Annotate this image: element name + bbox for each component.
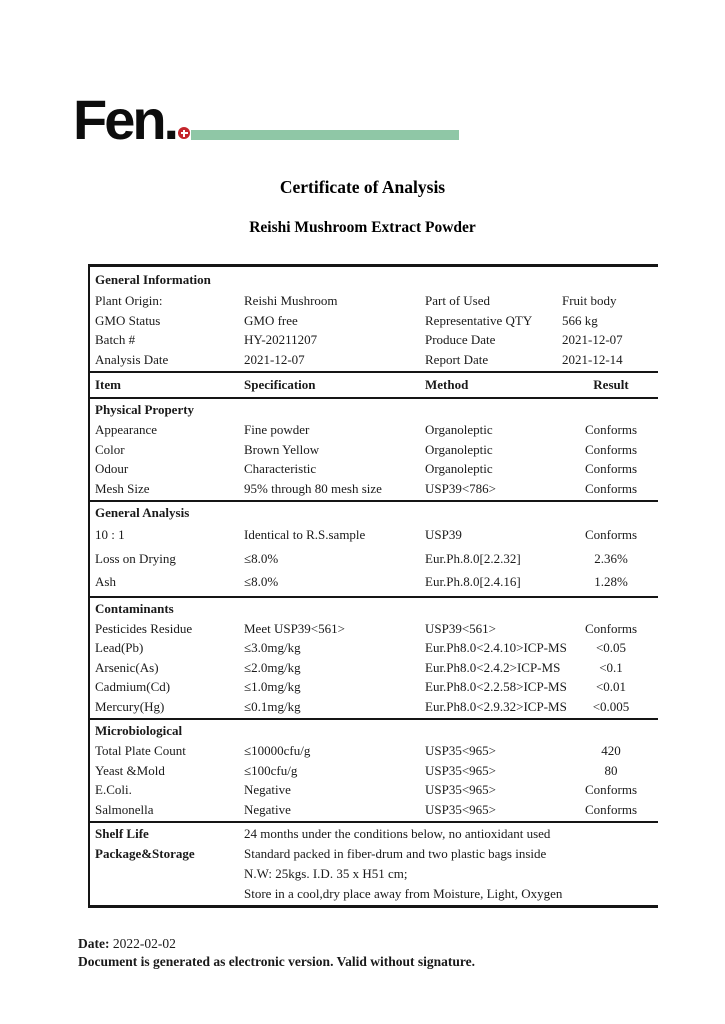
- table-row: [90, 864, 658, 884]
- package-storage-text: Store in a cool,dry place away from Moisture, Light, Oxygen: [244, 885, 563, 901]
- table-row: [90, 761, 658, 781]
- column-header-specification: Specification: [244, 377, 316, 393]
- item-cell: 10 : 1: [95, 527, 125, 543]
- footer: [78, 935, 725, 971]
- product-name: Reishi Mushroom Extract Powder: [249, 219, 476, 237]
- empty-cell: [90, 884, 239, 904]
- result-cell: 2.36%: [594, 550, 628, 566]
- date-line: [78, 935, 725, 953]
- spec-cell: Meet USP39<561>: [244, 620, 345, 636]
- spec-cell: Characteristic: [244, 461, 317, 477]
- method-cell: USP35<965>: [425, 743, 497, 759]
- info-label: Produce Date: [425, 332, 496, 348]
- spec-cell: ≤100cfu/g: [244, 762, 298, 778]
- info-label: Plant Origin:: [95, 293, 163, 309]
- info-value: 2021-12-07: [562, 332, 623, 348]
- table-row: [90, 619, 658, 639]
- method-cell: Eur.Ph8.0<2.4.2>ICP-MS: [425, 659, 561, 675]
- item-cell: Mesh Size: [95, 480, 150, 496]
- item-cell: Pesticides Residue: [95, 620, 193, 636]
- info-label: Batch #: [95, 332, 136, 348]
- method-cell: USP39<561>: [425, 620, 497, 636]
- info-value: GMO free: [244, 312, 298, 328]
- spec-cell: ≤3.0mg/kg: [244, 640, 301, 656]
- shelf-life-label: Shelf Life: [95, 826, 149, 842]
- table-row: [90, 311, 658, 331]
- item-cell: E.Coli.: [95, 782, 132, 798]
- method-cell: USP35<965>: [425, 762, 497, 778]
- table-row: [90, 780, 658, 800]
- table-row: [90, 330, 658, 350]
- item-cell: Color: [95, 441, 125, 457]
- table-row: [90, 350, 658, 370]
- table-row: [90, 479, 658, 499]
- method-cell: Organoleptic: [425, 422, 493, 438]
- column-header-row: [90, 373, 658, 399]
- spec-cell: 95% through 80 mesh size: [244, 480, 382, 496]
- item-cell: Lead(Pb): [95, 640, 144, 656]
- result-cell: Conforms: [585, 480, 637, 496]
- method-cell: Eur.Ph.8.0[2.2.32]: [425, 550, 521, 566]
- plus-icon: [178, 127, 190, 139]
- info-value: HY-20211207: [244, 332, 318, 348]
- table-row: [90, 459, 658, 479]
- package-storage-text: N.W: 25kgs. I.D. 35 x H51 cm;: [244, 866, 408, 882]
- spec-cell: ≤1.0mg/kg: [244, 679, 301, 695]
- item-cell: Odour: [95, 461, 129, 477]
- column-header-item: Item: [95, 377, 121, 393]
- result-cell: Conforms: [585, 782, 637, 798]
- info-value: 2021-12-14: [562, 351, 623, 367]
- empty-cell: [90, 864, 239, 884]
- table-row: [90, 824, 658, 844]
- item-cell: Ash: [95, 574, 116, 590]
- brand-bar: [191, 130, 459, 140]
- shelf-life-text: 24 months under the conditions below, no antioxidant used: [244, 826, 551, 842]
- result-cell: <0.01: [595, 679, 627, 695]
- spec-cell: Identical to R.S.sample: [244, 527, 366, 543]
- method-cell: Organoleptic: [425, 461, 493, 477]
- table-row: [90, 291, 658, 311]
- result-cell: 420: [601, 743, 621, 759]
- page-title: Certificate of Analysis: [279, 177, 446, 198]
- section-heading: General Analysis: [95, 505, 190, 521]
- table-row: [90, 741, 658, 761]
- info-value: 566 kg: [562, 312, 598, 328]
- info-label: Report Date: [425, 351, 489, 367]
- result-cell: Conforms: [585, 441, 637, 457]
- spec-cell: ≤8.0%: [244, 574, 279, 590]
- contaminants-section: [90, 598, 658, 721]
- method-cell: Eur.Ph.8.0[2.4.16]: [425, 574, 521, 590]
- column-header-result: Result: [593, 377, 629, 393]
- method-cell: USP39<786>: [425, 480, 497, 496]
- result-cell: <0.1: [599, 659, 623, 675]
- result-cell: 1.28%: [594, 574, 628, 590]
- general-information-section: [90, 267, 658, 373]
- spec-cell: ≤0.1mg/kg: [244, 698, 301, 714]
- item-cell: Total Plate Count: [95, 743, 186, 759]
- info-value: Reishi Mushroom: [244, 293, 338, 309]
- disclaimer-text: Document is generated as electronic version. Valid without signature.: [78, 954, 475, 970]
- date-label: Date:: [78, 936, 110, 952]
- section-heading: Microbiological: [95, 723, 183, 739]
- date-value: 2022-02-02: [109, 936, 176, 952]
- brand-logo: [73, 88, 725, 151]
- item-cell: Loss on Drying: [95, 550, 176, 566]
- spec-cell: Fine powder: [244, 422, 310, 438]
- spec-cell: Negative: [244, 801, 291, 817]
- result-cell: Conforms: [585, 461, 637, 477]
- table-row: [90, 697, 658, 717]
- result-cell: <0.005: [592, 698, 630, 714]
- result-cell: Conforms: [585, 620, 637, 636]
- spec-cell: ≤8.0%: [244, 550, 279, 566]
- physical-property-section: [90, 399, 658, 502]
- table-row: [90, 884, 658, 904]
- result-cell: Conforms: [585, 801, 637, 817]
- spec-cell: Brown Yellow: [244, 441, 320, 457]
- table-row: [90, 677, 658, 697]
- table-row: [90, 547, 658, 571]
- info-label: Part of Used: [425, 293, 490, 309]
- info-value: 2021-12-07: [244, 351, 305, 367]
- spec-cell: ≤2.0mg/kg: [244, 659, 301, 675]
- table-row: [90, 420, 658, 440]
- result-cell: Conforms: [585, 527, 637, 543]
- spec-cell: Negative: [244, 782, 291, 798]
- info-value: Fruit body: [562, 293, 617, 309]
- package-storage-text: Standard packed in fiber-drum and two plastic bags inside: [244, 846, 547, 862]
- general-analysis-section: [90, 502, 658, 598]
- item-cell: Arsenic(As): [95, 659, 159, 675]
- item-cell: Yeast &Mold: [95, 762, 165, 778]
- info-label: GMO Status: [95, 312, 161, 328]
- microbiological-section: [90, 720, 658, 823]
- method-cell: USP35<965>: [425, 782, 497, 798]
- method-cell: USP39: [425, 527, 462, 543]
- item-cell: Cadmium(Cd): [95, 679, 171, 695]
- method-cell: Eur.Ph8.0<2.9.32>ICP-MS: [425, 698, 567, 714]
- section-heading: Physical Property: [95, 402, 195, 418]
- logo-wordmark: Fen.: [73, 88, 177, 151]
- table-row: [90, 638, 658, 658]
- section-heading: General Information: [95, 272, 211, 288]
- info-label: Analysis Date: [95, 351, 169, 367]
- table-row: [90, 844, 658, 864]
- coa-table: [88, 264, 658, 908]
- item-cell: Salmonella: [95, 801, 154, 817]
- result-cell: 80: [604, 762, 618, 778]
- table-row: [90, 440, 658, 460]
- method-cell: Eur.Ph8.0<2.4.10>ICP-MS: [425, 640, 567, 656]
- spec-cell: ≤10000cfu/g: [244, 743, 311, 759]
- method-cell: USP35<965>: [425, 801, 497, 817]
- package-storage-label: Package&Storage: [95, 846, 195, 862]
- info-label: Representative QTY: [425, 312, 533, 328]
- result-cell: Conforms: [585, 422, 637, 438]
- storage-section: [90, 823, 658, 905]
- result-cell: <0.05: [595, 640, 627, 656]
- method-cell: Organoleptic: [425, 441, 493, 457]
- table-row: [90, 658, 658, 678]
- column-header-method: Method: [425, 377, 469, 393]
- method-cell: Eur.Ph8.0<2.2.58>ICP-MS: [425, 679, 567, 695]
- table-header: [90, 374, 658, 395]
- item-cell: Mercury(Hg): [95, 698, 165, 714]
- table-row: [90, 570, 658, 594]
- table-row: [90, 523, 658, 547]
- item-cell: Appearance: [95, 422, 158, 438]
- table-row: [90, 800, 658, 820]
- section-heading: Contaminants: [95, 600, 174, 616]
